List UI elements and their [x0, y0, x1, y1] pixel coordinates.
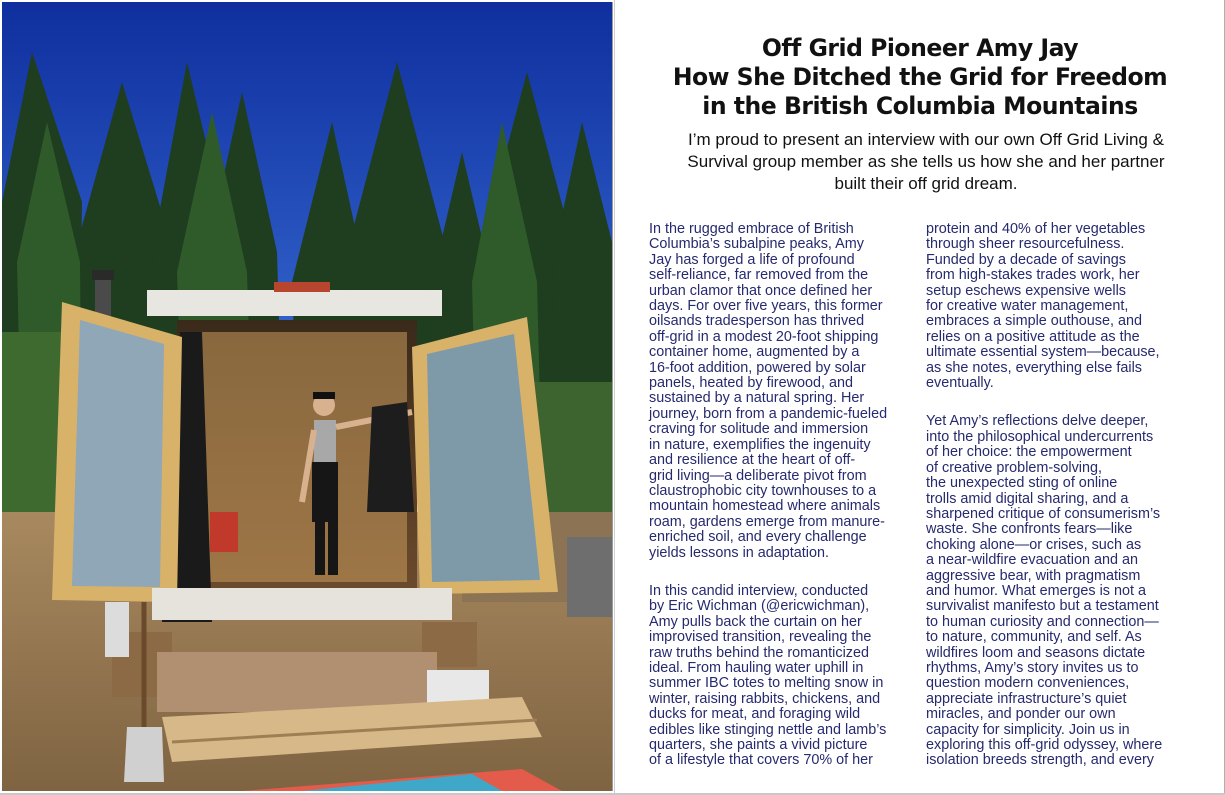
- body-line: Yet Amy’s reflections delve deeper,: [926, 413, 1149, 430]
- intro-line: built their off grid dream.: [834, 174, 1018, 193]
- body-line: for creative water management,: [926, 298, 1129, 315]
- body-line: of a lifestyle that covers 70% of her: [649, 752, 873, 769]
- body-line: exploring this off-grid odyssey, where: [926, 737, 1163, 753]
- body-paragraph: [649, 584, 915, 769]
- body-line: In the rugged embrace of British: [649, 221, 854, 237]
- body-line: journey, born from a pandemic-fueled: [649, 405, 888, 422]
- body-line: miracles, and ponder our own: [926, 706, 1116, 723]
- body-line: improvised transition, revealing the: [649, 629, 872, 646]
- body-line: the unexpected sting of online: [926, 475, 1118, 492]
- body-line: relies on a positive attitude as the: [926, 328, 1140, 345]
- body-line: into the philosophical undercurrents: [926, 428, 1154, 445]
- body-line: edibles like stinging nettle and lamb’s: [649, 721, 887, 738]
- body-line: a near-wildfire evacuation and an: [926, 552, 1138, 569]
- body-line: eventually.: [926, 375, 994, 392]
- body-line: setup eschews expensive wells: [926, 282, 1126, 299]
- body-line: appreciate infrastructure’s quiet: [926, 690, 1127, 707]
- body-line: days. For over five years, this former: [649, 298, 883, 315]
- body-line: choking alone—or crises, such as: [926, 536, 1142, 553]
- body-paragraph: [649, 222, 915, 561]
- body-line: panels, heated by firewood, and: [649, 375, 854, 392]
- article-text-page: [614, 0, 1225, 793]
- body-line: raw truths behind the romanticized: [649, 644, 869, 661]
- body-line: in nature, exemplifies the ingenuity: [649, 436, 871, 453]
- step-log: [157, 652, 437, 712]
- body-line: summer IBC totes to melting snow in: [649, 675, 884, 692]
- container-home-photo: [2, 2, 612, 791]
- body-line: In this candid interview, conducted: [649, 582, 869, 599]
- body-line: embraces a simple outhouse, and: [926, 313, 1142, 330]
- body-line: wildfires loom and seasons dictate: [926, 644, 1146, 661]
- container-roof: [147, 290, 442, 316]
- body-line: aggressive bear, with pragmatism: [926, 567, 1141, 584]
- body-line: self-reliance, far removed from the: [649, 267, 869, 284]
- body-line: mountain homestead where animals: [649, 498, 881, 515]
- article-intro: [661, 129, 1191, 195]
- headline-line: Off Grid Pioneer Amy Jay: [761, 34, 1079, 62]
- intro-line: Survival group member as she tells us how she and her partner: [687, 152, 1165, 171]
- body-line: of her choice: the empowerment: [926, 444, 1132, 461]
- body-line: sharpened critique of consumerism’s: [926, 505, 1161, 522]
- article-headline: [641, 34, 1200, 121]
- body-line: container home, augmented by a: [649, 344, 860, 361]
- container-floor: [152, 588, 452, 620]
- body-line: through sheer resourcefulness.: [926, 236, 1125, 253]
- body-line: quarters, she paints a vivid picture: [649, 737, 868, 753]
- body-line: roam, gardens emerge from manure-: [649, 513, 885, 530]
- body-line: trolls amid digital sharing, and a: [926, 490, 1129, 507]
- shovel: [124, 727, 164, 782]
- body-line: ideal. From hauling water uphill in: [649, 659, 864, 676]
- body-line: to nature, community, and self. As: [926, 629, 1142, 646]
- body-line: as she notes, everything else fails: [926, 359, 1142, 376]
- body-line: Funded by a decade of savings: [926, 251, 1127, 268]
- body-paragraph: [926, 414, 1192, 768]
- body-line: to human curiosity and connection—: [926, 613, 1159, 630]
- article-column-2: [926, 222, 1192, 792]
- body-line: question modern conveniences,: [926, 675, 1130, 692]
- body-line: sustained by a natural spring. Her: [649, 390, 865, 407]
- body-line: enriched soil, and every challenge: [649, 529, 867, 546]
- body-line: protein and 40% of her vegetables: [926, 221, 1146, 237]
- body-line: Jay has forged a life of profound: [649, 251, 855, 268]
- body-line: waste. She confronts fears—like: [926, 521, 1133, 538]
- intro-line: I’m proud to present an interview with our own Off Grid Living &: [688, 130, 1164, 149]
- body-line: isolation breeds strength, and every: [926, 752, 1154, 769]
- body-line: ultimate essential system—because,: [926, 344, 1160, 361]
- headline-line: How She Ditched the Grid for Freedom: [672, 63, 1168, 91]
- body-line: grid living—a deliberate pivot from: [649, 467, 867, 484]
- body-line: capacity for simplicity. Join us in: [926, 721, 1130, 738]
- body-paragraph: [926, 222, 1192, 391]
- body-line: and resilience at the heart of off-: [649, 452, 856, 469]
- body-line: and humor. What emerges is not a: [926, 582, 1146, 599]
- body-line: 16-foot addition, powered by solar: [649, 359, 866, 376]
- body-line: by Eric Wichman (@ericwichman),: [649, 598, 870, 615]
- body-line: claustrophobic city townhouses to a: [649, 482, 877, 499]
- body-line: rhythms, Amy’s story invites us to: [926, 659, 1139, 676]
- body-line: Columbia’s subalpine peaks, Amy: [649, 236, 864, 253]
- article-photo: [2, 2, 613, 791]
- body-line: oilsands tradesperson has thrived: [649, 313, 865, 330]
- body-line: winter, raising rabbits, chickens, and: [649, 690, 881, 707]
- camp-chair: [567, 537, 612, 617]
- body-line: yields lessons in adaptation.: [649, 544, 829, 561]
- body-line: Amy pulls back the curtain on her: [649, 613, 862, 630]
- box-on-step: [427, 670, 489, 704]
- body-line: craving for solitude and immersion: [649, 421, 869, 438]
- article-column-1: [649, 222, 915, 792]
- body-line: of creative problem-solving,: [926, 459, 1102, 476]
- body-line: ducks for meat, and foraging wild: [649, 706, 861, 723]
- body-line: urban clamor that once defined her: [649, 282, 873, 299]
- body-line: off-grid in a modest 20-foot shipping: [649, 328, 879, 345]
- headline-line: in the British Columbia Mountains: [702, 92, 1138, 120]
- body-line: from high-stakes trades work, her: [926, 267, 1140, 284]
- body-line: survivalist manifesto but a testament: [926, 598, 1159, 615]
